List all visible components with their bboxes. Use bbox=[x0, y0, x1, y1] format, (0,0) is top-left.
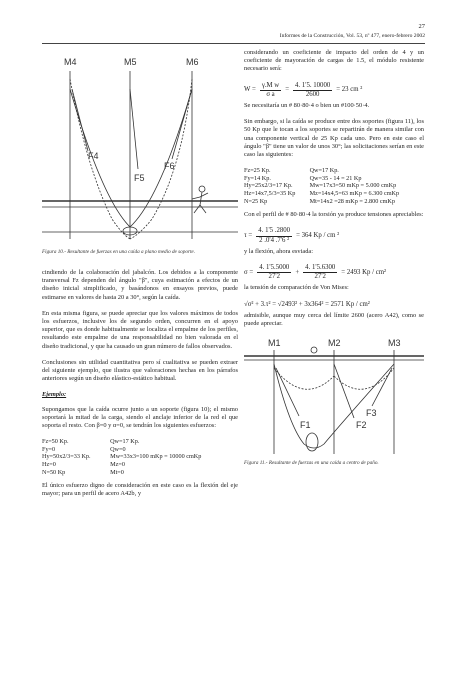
figure-11-drawing bbox=[244, 336, 424, 456]
cell: Mz=14x4,5=63 mKp = 6.300 cmKp bbox=[309, 190, 400, 198]
left-paragraph-3: Conclusiones sin utilidad cuantitativa pero sí cualitativa se pueden extraer del siguiente ejemplo, que ilustra que valoraciones hechas en los párrafos anteriores según un diseño elástico-estático habitual. bbox=[42, 358, 238, 383]
cell: N=50 Kp bbox=[42, 468, 66, 476]
left-paragraph-4: Supongamos que la caída ocurre junto a un soporte (figura 10); el mismo soportará la mitad de la carga, siendo el anclaje inferior de la red el que soporta el resto. Con β=0 y α=0, se tendrán los siguientes esfuerzos: bbox=[42, 405, 238, 430]
cell: Hy=50x2/3=33 Kp. bbox=[42, 453, 91, 461]
cell: Fz=25 Kp. bbox=[244, 167, 271, 175]
left-forces-table bbox=[42, 438, 238, 476]
eq-num: γ.M w bbox=[260, 82, 281, 91]
figure-10-drawing bbox=[42, 49, 238, 249]
right-paragraph-4: Con el perfil de # 80·80·4 la torsión ya produce tensiones apreciables: bbox=[244, 211, 424, 219]
equation-sigma bbox=[244, 264, 424, 281]
right-paragraph-1: considerando un coeficiente de impacto del orden de 4 y un coeficiente de mayoración de cargas de 1.5, el módulo resistente necesario será: bbox=[244, 49, 424, 73]
label-f1: F1 bbox=[300, 420, 311, 431]
eq-num: 4. 1'5.6300 bbox=[303, 264, 337, 273]
eq-den: 2 .0'4 .7'6 ² bbox=[259, 236, 290, 244]
eq-result: = 23 cm ² bbox=[336, 86, 363, 94]
equation-tau bbox=[244, 227, 424, 244]
label-m2: M2 bbox=[328, 338, 341, 349]
eq-num: 4. 1'5. 10000 bbox=[293, 82, 332, 91]
right-paragraph-5: y la flexión, ahora esviada: bbox=[244, 247, 314, 255]
cell: N=25 Kp bbox=[244, 197, 268, 205]
ejemplo-heading: Ejemplo: bbox=[42, 391, 67, 399]
label-f6: F6 bbox=[164, 161, 175, 171]
eq-lhs: τ = bbox=[244, 232, 253, 239]
right-paragraph-6: la tensión de comparación de Von Mises: bbox=[244, 284, 349, 292]
right-forces-table bbox=[244, 167, 424, 205]
page-number: 27 bbox=[418, 23, 425, 30]
label-f4: F4 bbox=[88, 151, 99, 161]
eq-result: = 2493 Kp / cm² bbox=[341, 268, 387, 276]
right-paragraph-7: admisible, aunque muy cerca del límite 2600 (acero A42), como se puede apreciar. bbox=[244, 311, 424, 328]
cell: Hz=14x7,5/3=35 Kp bbox=[244, 190, 296, 198]
eq-lhs: W = bbox=[244, 86, 256, 94]
figure-10-caption: Figura 10.- Resultante de fuerzas en una caída a plano medio de soporte. bbox=[42, 249, 196, 255]
cell: Hy=25x2/3=17 Kp. bbox=[244, 182, 293, 190]
cell: Mt=0 bbox=[110, 468, 124, 476]
figure-11 bbox=[244, 336, 424, 476]
left-paragraph-1: cindiendo de la colaboración del jabalcón. Los debidos a la componente transversal Fz dependen del ángulo "β", cuya estimación a efectos de un diseño inicial simplificado, y basándonos en ensayos previos, puede estimarse en valores de hasta 20 a 30°, según la caída. bbox=[42, 269, 238, 301]
eq-sign: = bbox=[285, 86, 290, 94]
cell: Fz=50 Kp. bbox=[42, 438, 69, 446]
right-paragraph-3: Sin embargo, si la caída se produce entre dos soportes (figura 11), los 50 Kp que le tocan a los soportes se repartirán de manera similar con una componente vertical de 25 Kp cada uno. Pero en este caso el ángulo "β" tiene un valor de unos 30°; las solicitaciones serían en este caso las siguientes: bbox=[244, 118, 424, 159]
equation-von-mises bbox=[244, 301, 424, 309]
figure-10 bbox=[42, 49, 238, 259]
eq-num: 4. 1'5 .2800 bbox=[256, 227, 292, 236]
figure-11-caption: Figura 11.- Resultante de fuerzas en una caída a centro de paño. bbox=[244, 460, 379, 467]
left-column bbox=[42, 49, 238, 507]
cell: Mw=33x3=100 mKp = 10000 cmKp bbox=[110, 453, 202, 461]
eq-sign: + bbox=[295, 268, 300, 276]
cell: Mz=0 bbox=[110, 461, 125, 469]
eq-num: 4. 1'5.5000 bbox=[257, 264, 291, 273]
cell: Qw=0 bbox=[110, 445, 126, 453]
cell: Fy=0 bbox=[42, 445, 56, 453]
left-paragraph-2: En esta misma figura, se puede apreciar que los valores máximos de todos los esfuerzos, inclusive los de segundo orden, concurren en el apoyo superior, que es donde habitualmente se localiza el empalme de los perfiles, resultando este empalme de una responsabilidad no bien valorada en el diseño tradicional, y que ha causado un gran número de fallos observados. bbox=[42, 309, 238, 350]
eq-lhs: σ = bbox=[244, 268, 254, 276]
label-m1: M1 bbox=[268, 338, 281, 349]
cell: Hz=0 bbox=[42, 461, 56, 469]
eq-den: 2600 bbox=[305, 90, 320, 98]
running-title: Informes de la Construcción, Vol. 53, nº 477, enero-febrero 2002 bbox=[279, 33, 425, 39]
label-m6: M6 bbox=[186, 57, 199, 67]
cell: Qw=17 Kp. bbox=[110, 438, 140, 446]
eq-den: 27'2 bbox=[314, 273, 326, 281]
eq-result: = 364 Kp / cm ² bbox=[296, 232, 340, 239]
cell: Mt=14x2 =28 mKp = 2.800 cmKp bbox=[309, 197, 395, 205]
label-m3: M3 bbox=[388, 338, 401, 349]
header-rule bbox=[42, 43, 425, 44]
cell: Fy=14 Kp. bbox=[244, 174, 271, 182]
cell: Qw=17 Kp. bbox=[309, 167, 339, 175]
cell: Mw=17x3=50 mKp = 5.000 cmKp bbox=[309, 182, 397, 190]
right-paragraph-2: Se necesitaría un # 80·80·4 o bien un #100·50·4. bbox=[244, 102, 370, 110]
cell: Qw=35 - 14 = 21 Kp bbox=[309, 174, 362, 182]
left-paragraph-5: El único esfuerzo digno de consideración en este caso es la flexión del eje mayor; para un perfil de acero A42b, y bbox=[42, 482, 238, 498]
label-f2: F2 bbox=[356, 420, 367, 431]
label-m4: M4 bbox=[64, 57, 77, 67]
eq-den: σ a bbox=[266, 90, 275, 98]
eq-den: 27'2 bbox=[268, 273, 280, 281]
label-f5: F5 bbox=[134, 173, 145, 183]
right-column bbox=[244, 49, 424, 476]
label-f3: F3 bbox=[366, 408, 377, 419]
equation-w bbox=[244, 82, 424, 99]
label-m5: M5 bbox=[124, 57, 137, 67]
eq-text: √σ² + 3.τ² = √2493² + 3x364² = 2571 Kp / cm² bbox=[244, 300, 370, 308]
